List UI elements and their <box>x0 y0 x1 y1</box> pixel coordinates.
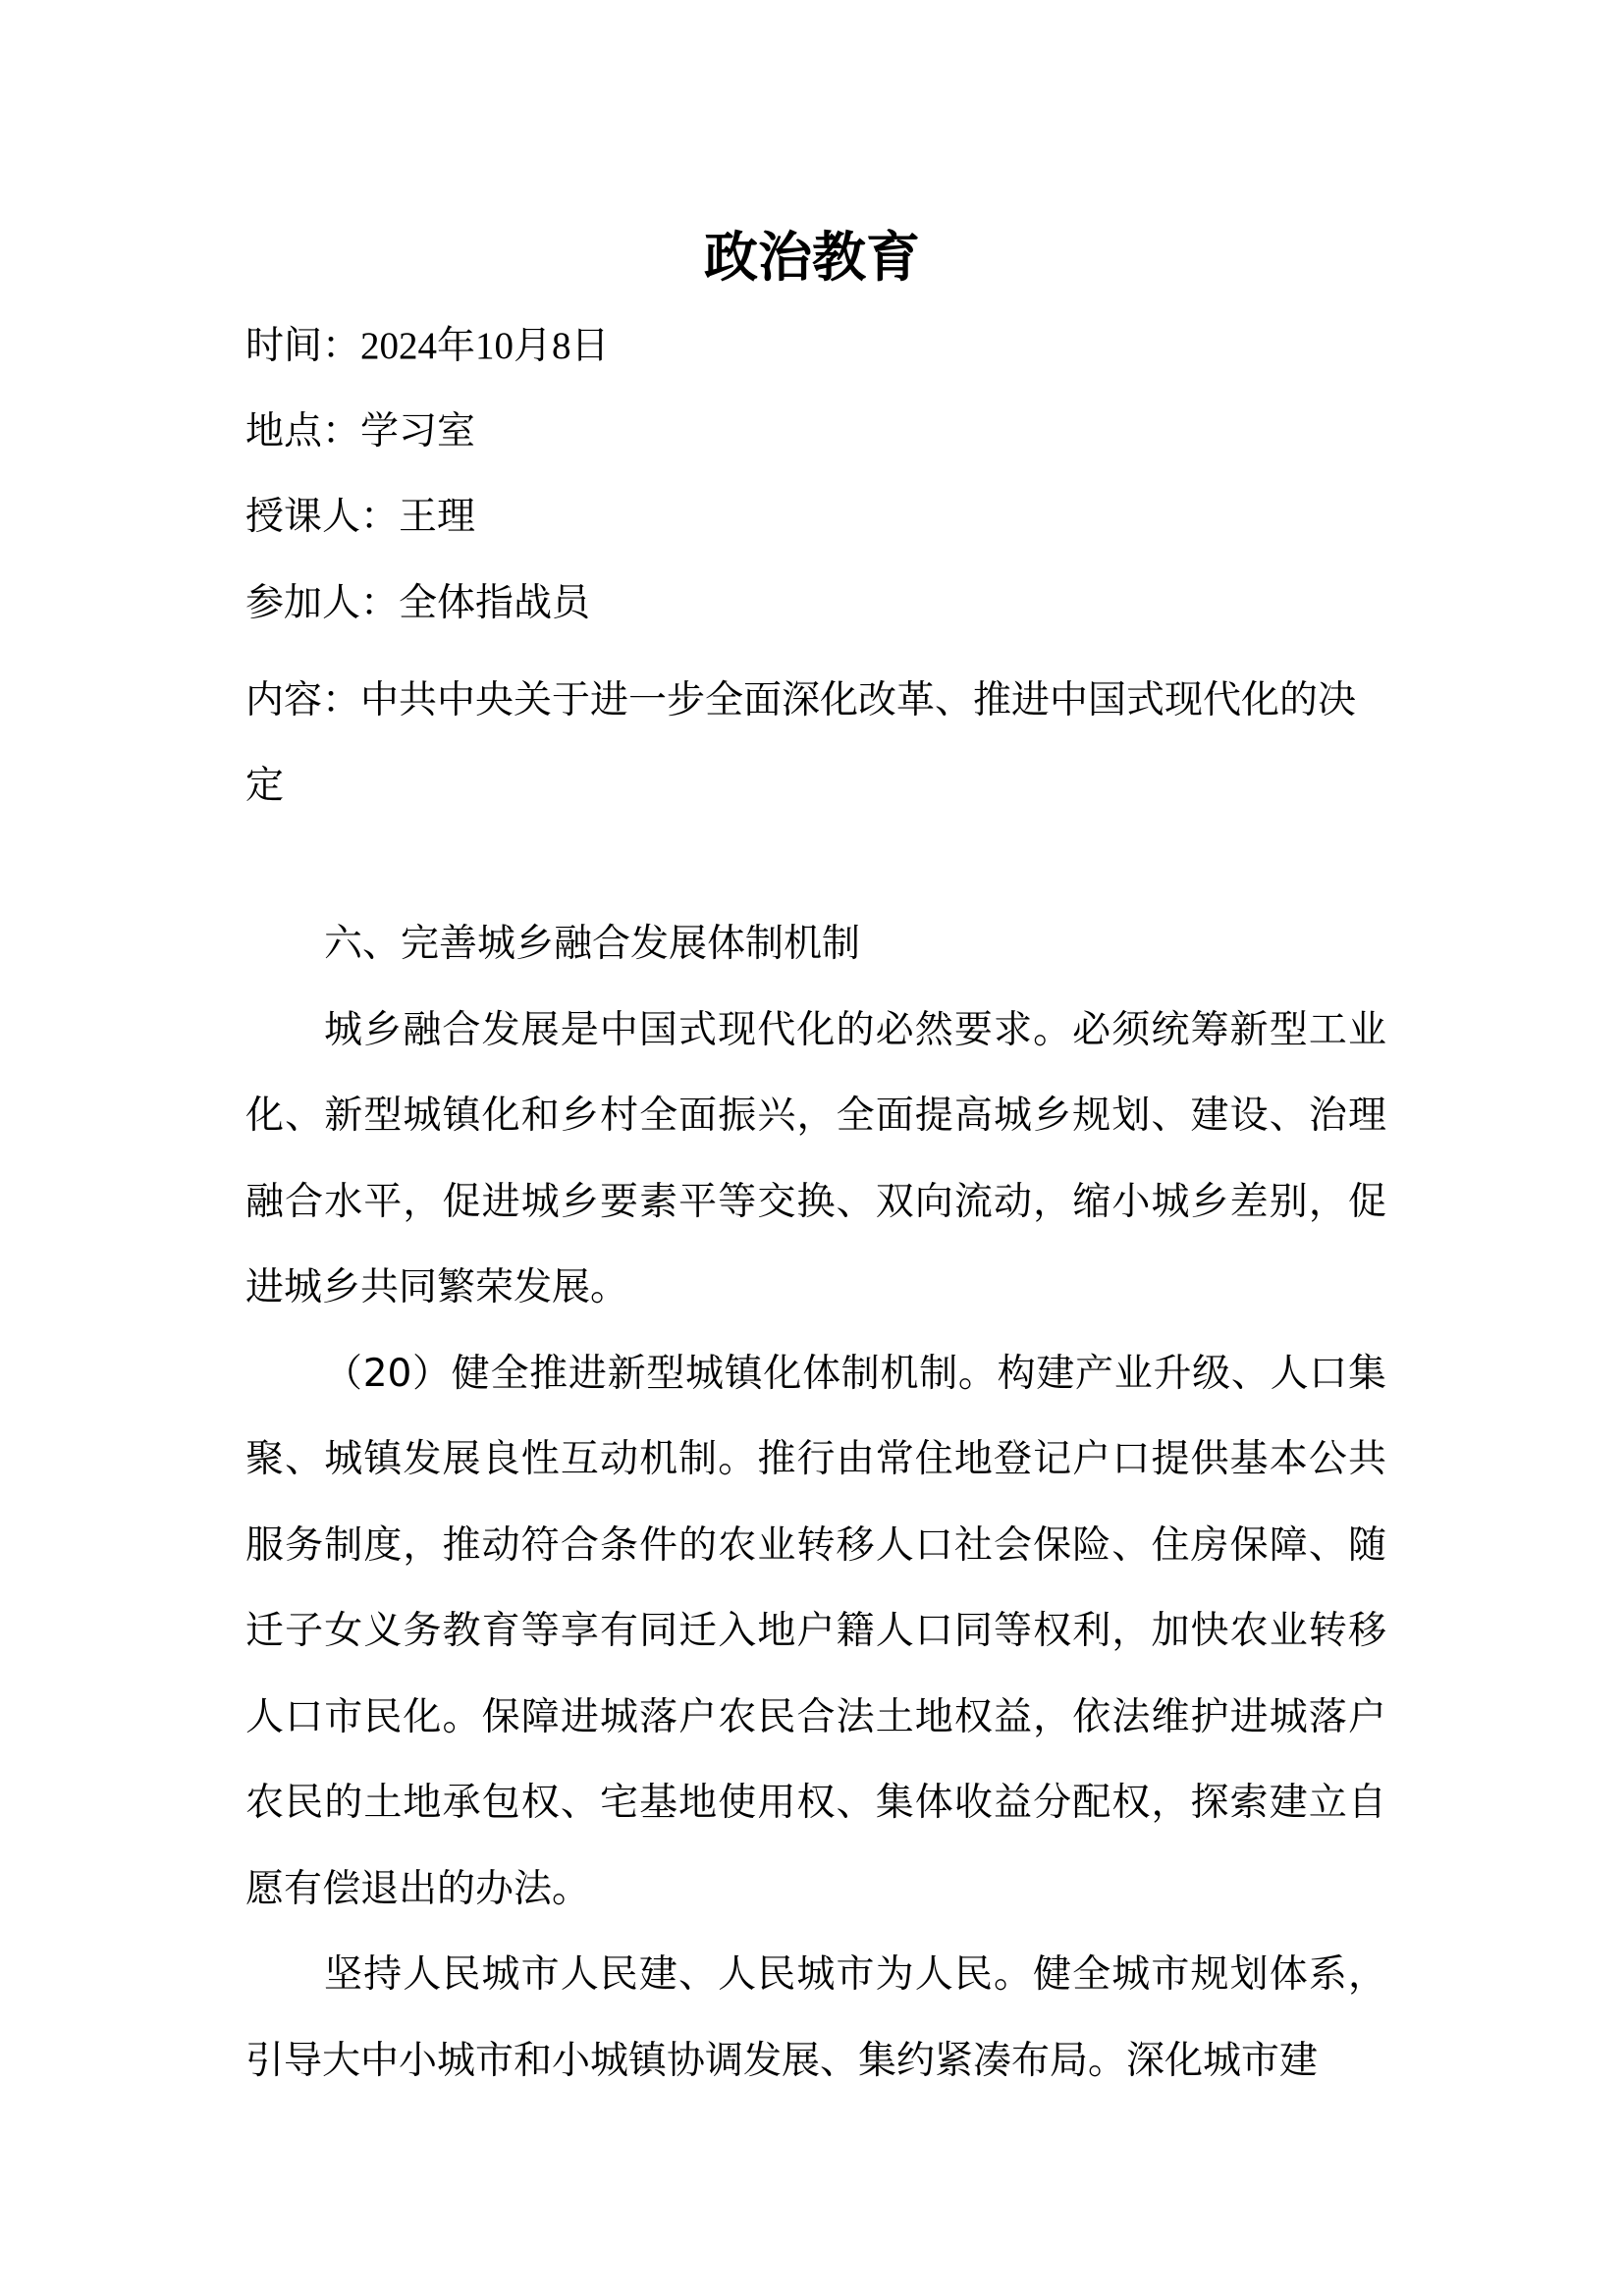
meta-time-label: 时间： <box>245 324 361 368</box>
meta-content <box>245 658 1386 828</box>
meta-time <box>245 317 1386 376</box>
meta-content-value: 中共中央关于进一步全面深化改革、推进中国式现代化的决定 <box>245 678 1357 808</box>
meta-lecturer-label: 授课人： <box>245 495 400 539</box>
meta-time-value: 2024年10月8日 <box>360 325 610 367</box>
body-paragraph: 坚持人民城市人民建、人民城市为人民。健全城市规划体系，引导大中小城市和小城镇协调发展、集约紧凑布局。深化城市建 <box>245 1952 1386 2083</box>
body-paragraph: （20）健全推进新型城镇化体制机制。构建产业升级、人口集聚、城镇发展良性互动机制。推行由常住地登记户口提供基本公共服务制度，推动符合条件的农业转移人口社会保险、住房保障、随迁子女义务教育等享有同迁入地户籍人口同等权利，加快农业转移人口市民化。保障进城落户农民合法土地权益，依法维护进城落户农民的土地承包权、宅基地使用权、集体收益分配权，探索建立自愿有偿退出的办法。 <box>245 1351 1386 1911</box>
section-heading: 六、完善城乡融合发展体制机制 <box>324 922 861 966</box>
meta-attendees <box>245 574 1386 633</box>
meta-content-label: 内容： <box>245 678 361 722</box>
document-body <box>245 901 1386 2104</box>
body-paragraph: 城乡融合发展是中国式现代化的必然要求。必须统筹新型工业化、新型城镇化和乡村全面振兴，全面提高城乡规划、建设、治理融合水平，促进城乡要素平等交换、双向流动，缩小城乡差别，促进城乡共同繁荣发展。 <box>245 1007 1386 1309</box>
document-title: 政治教育 <box>703 226 920 289</box>
meta-place <box>245 402 1386 461</box>
meta-lecturer-value: 王理 <box>399 495 476 539</box>
meta-attendees-value: 全体指战员 <box>399 581 591 625</box>
meta-attendees-label: 参加人： <box>245 581 400 625</box>
meta-place-value: 学习室 <box>360 409 476 454</box>
meta-place-label: 地点： <box>245 409 361 454</box>
meta-lecturer <box>245 488 1386 547</box>
